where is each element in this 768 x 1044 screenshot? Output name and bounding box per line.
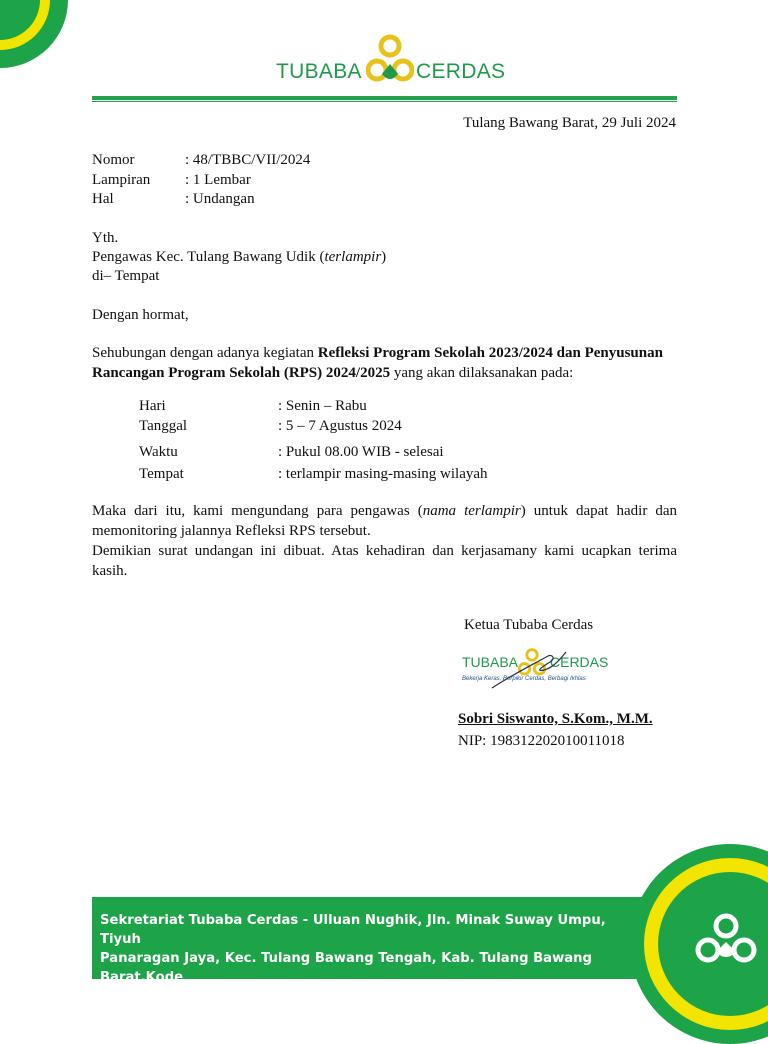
event-row-tanggal (139, 417, 402, 436)
logo-text-right: CERDAS (416, 60, 506, 83)
logo-text-left: TUBABA (276, 60, 362, 83)
event-key: Tempat (139, 466, 184, 482)
recipient-to (92, 248, 386, 267)
intro-bold: Refleksi Program Sekolah 2023/2024 dan Penyusunan Rancangan Program Sekolah (RPS) 2024/2025 (92, 345, 663, 381)
event-row-hari (139, 397, 367, 416)
corner-ring-icon (0, 0, 80, 70)
tubaba-emblem-icon (366, 34, 414, 86)
event-row-tempat (139, 465, 488, 484)
meta-value: : Undangan (185, 191, 255, 207)
closing-1-prefix: Maka dari itu, kami mengundang para pengawas ( (92, 503, 423, 519)
intro-suffix: yang akan dilaksanakan pada: (390, 365, 574, 381)
footer-line: Sekretariat Tubaba Cerdas - Ulluan Nughik, Jln. Minak Suway Umpu, Tiyuh (100, 913, 606, 947)
stamp-tagline: Bekerja Keras, Berpikir Cerdas, Berbagi Ikhlas (462, 676, 586, 682)
meta-value: : 48/TBBC/VII/2024 (185, 152, 311, 168)
signature-title: Ketua Tubaba Cerdas (464, 617, 594, 633)
closing-1-italic: nama terlampir (422, 503, 521, 519)
header-logo (276, 34, 506, 90)
recipient-yth: Yth. (92, 230, 119, 246)
meta-row-hal (92, 190, 255, 209)
event-value: : 5 – 7 Agustus 2024 (278, 418, 402, 434)
footer-line: Panaragan Jaya, Kec. Tulang Bawang Tengah, Kab. Tulang Bawang Barat,Kode (100, 951, 592, 985)
meta-key: Hal (92, 191, 114, 207)
signatory-name: Sobri Siswanto, S.Kom., M.M. (458, 711, 653, 727)
footer-line: Pos 34693 , +6281369118787, tubabacerdas@gmail.com (100, 989, 523, 1004)
stamp-text-right: CERDAS (550, 654, 609, 670)
meta-key: Lampiran (92, 172, 151, 188)
event-key: Tanggal (139, 418, 188, 434)
recipient-to-italic: terlampir (324, 249, 382, 265)
closing-paragraph-1 (92, 501, 677, 541)
signatory-nip: NIP: 198312202010011018 (458, 733, 625, 749)
intro-prefix: Sehubungan dengan adanya kegiatan (92, 345, 318, 361)
tubaba-emblem-icon (694, 912, 758, 966)
recipient-to-prefix: Pengawas Kec. Tulang Bawang Udik ( (92, 249, 325, 265)
signature-stamp (460, 648, 620, 694)
event-value: : Pukul 08.00 WIB - selesai (278, 444, 444, 460)
letter-date: Tulang Bawang Barat, 29 Juli 2024 (463, 115, 676, 131)
header-divider (92, 96, 677, 100)
event-value: : terlampir masing-masing wilayah (278, 466, 488, 482)
stamp-text-left: TUBABA (462, 654, 519, 670)
event-key: Hari (139, 398, 166, 414)
event-key: Waktu (139, 444, 178, 460)
greeting: Dengan hormat, (92, 307, 189, 323)
recipient-to-suffix: ) (381, 249, 387, 265)
meta-value: : 1 Lembar (185, 172, 251, 188)
footer-address (100, 911, 620, 1006)
signature-scribble (490, 648, 570, 692)
event-row-waktu (139, 443, 444, 462)
meta-row-nomor (92, 151, 310, 170)
closing-paragraph-2: Demikian surat undangan ini dibuat. Atas kehadiran dan kerjasamany kami ucapkan terima kasih. (92, 543, 677, 579)
closing-1-suffix: ) untuk dapat hadir dan memonitoring jalannya Refleksi RPS tersebut. (92, 503, 678, 539)
meta-row-lampiran (92, 171, 251, 190)
header-divider-thin (92, 101, 677, 102)
meta-key: Nomor (92, 152, 135, 168)
event-value: : Senin – Rabu (278, 398, 367, 414)
recipient-place: di– Tempat (92, 268, 160, 284)
intro-paragraph (92, 343, 677, 383)
